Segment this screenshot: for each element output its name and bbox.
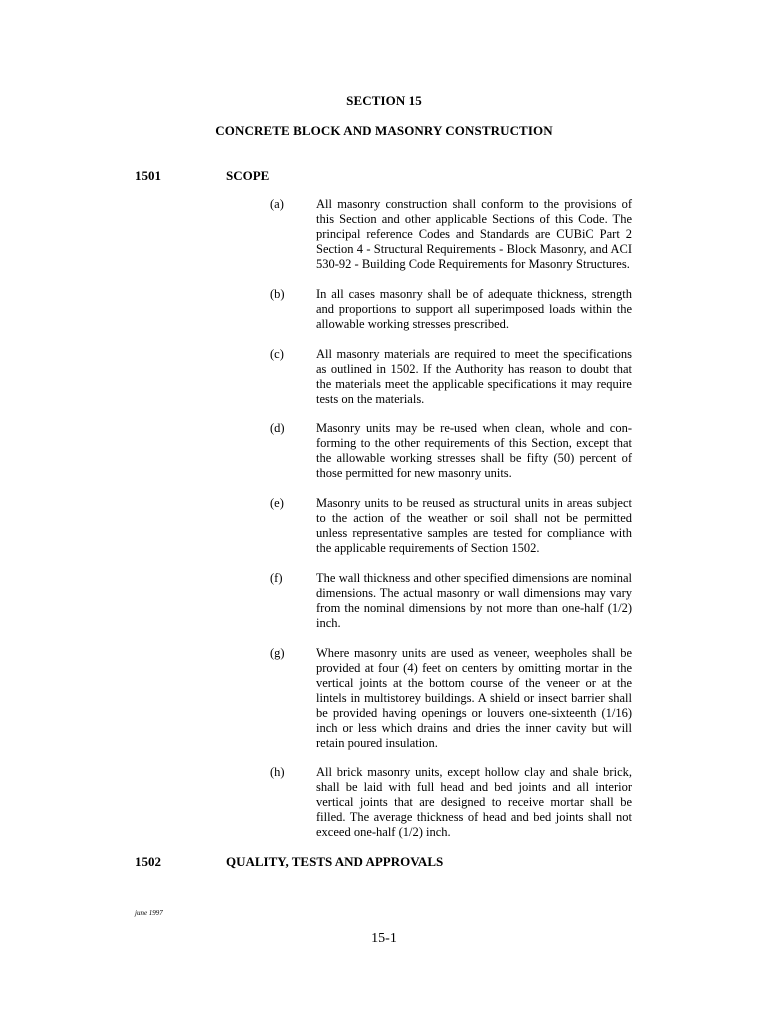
item-label: (g): [270, 646, 285, 660]
item-text: In all cases masonry shall be of adequate thickness, strength and proportions to support all superimposed loads within the allowable working stresses prescribed.: [316, 287, 632, 331]
item-text: All masonry materials are required to meet the specifications as outlined in 1502. If the Authority has reason to doubt that the materials meet the applicable specifications it may require tests on the materials.: [316, 347, 632, 406]
section-title: SECTION 15: [346, 93, 422, 108]
item-text: The wall thickness and other specified dimensions are nominal dimensions. The actual masonry or wall dimensions may vary from the nominal dimensions by not more than one-half (1/2) inch.: [316, 571, 632, 630]
item-text: Masonry units to be reused as structural units in areas subject to the action of the weather or soil shall not be permitted unless representative samples are tested for compliance with the applicable requirements of Section 1502.: [316, 496, 632, 555]
item-label: (b): [270, 287, 285, 301]
item-label: (a): [270, 197, 284, 211]
page-number: 15-1: [371, 931, 397, 946]
item-label: (c): [270, 347, 284, 361]
section-subtitle: CONCRETE BLOCK AND MASONRY CONSTRUCTION: [215, 123, 553, 138]
section-heading-scope: SCOPE: [226, 168, 270, 183]
section-number-1502: 1502: [135, 854, 161, 869]
item-text: Masonry units may be re-used when clean, whole and con- forming to the other requirements of this Section, except that the allowable working stresses shall be fifty (50) percent of those permitted for new masonry units.: [316, 421, 632, 480]
footer-date: june 1997: [135, 909, 163, 917]
section-number-1501: 1501: [135, 168, 161, 183]
item-label: (f): [270, 571, 283, 585]
item-text: All masonry construction shall conform to the provisions of this Section and other applicable Sections of this Code. The principal reference Codes and Standards are CUBiC Part 2 Section 4 - Structural Requirements - Block Masonry, and ACI 530-92 - Building Code Requirements for Masonry Structures.: [316, 197, 632, 271]
item-label: (e): [270, 496, 284, 510]
item-text: Where masonry units are used as veneer, weepholes shall be provided at four (4) feet on centers by omitting mortar in the vertical joints at the bottom course of the veneer or at the lintels in multistorey buildings. A shield or insect barrier shall be provided having openings or louvers one-sixteenth (1/16) inch or less which drains and dries the inner cavity but will retain poured insulation.: [316, 646, 632, 750]
item-label: (h): [270, 765, 285, 779]
section-heading-quality: QUALITY, TESTS AND APPROVALS: [226, 854, 444, 869]
item-label: (d): [270, 421, 285, 435]
item-text: All brick masonry units, except hollow clay and shale brick, shall be laid with full head and bed joints and all interior vertical joints that are designed to receive mortar shall be filled. The average thickness of head and bed joints shall not exceed one-half (1/2) inch.: [316, 765, 632, 839]
